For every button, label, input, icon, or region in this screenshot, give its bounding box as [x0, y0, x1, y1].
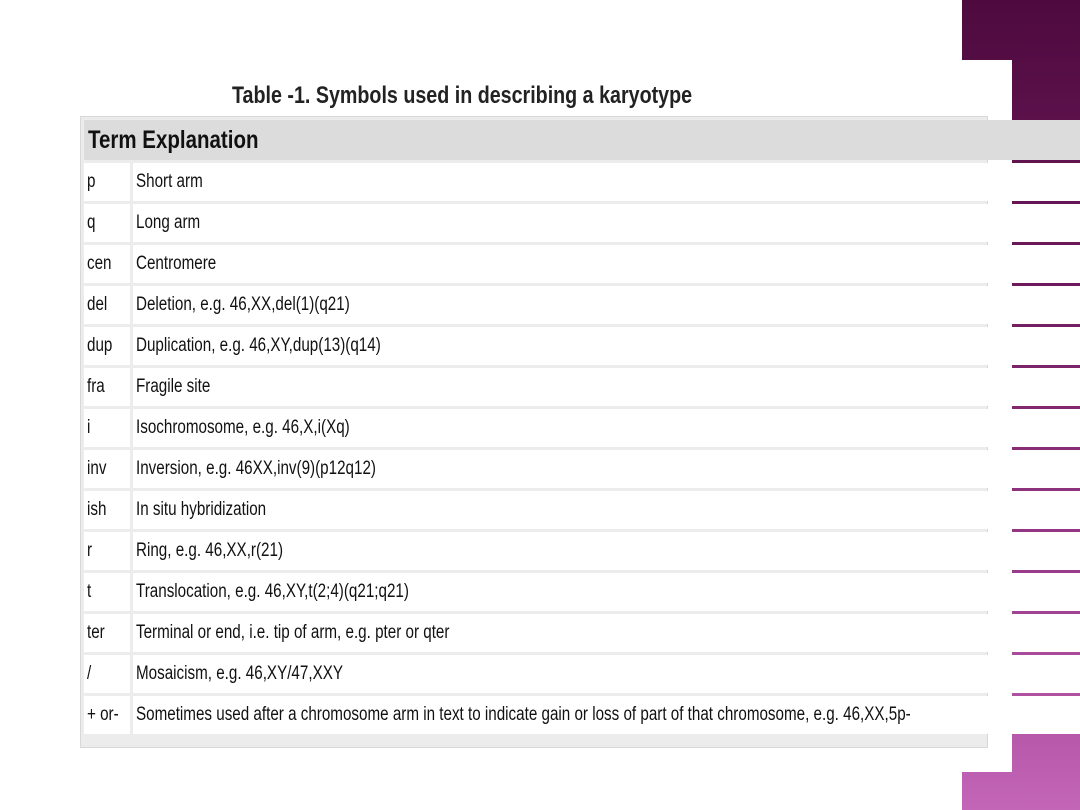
- table-header-row: [84, 120, 1080, 160]
- term-text: q: [87, 212, 96, 233]
- explanation-text: Ring, e.g. 46,XX,r(21): [135, 540, 283, 561]
- term-cell: [84, 163, 130, 201]
- explanation-text: Translocation, e.g. 46,XY,t(2;4)(q21;q21): [135, 581, 409, 602]
- explanation-cell: [133, 655, 1080, 693]
- table-row: [84, 573, 1080, 611]
- term-text: ish: [87, 499, 107, 520]
- karyotype-symbols-table: [80, 116, 988, 748]
- explanation-cell: [133, 450, 1080, 488]
- explanation-text: Long arm: [135, 212, 200, 233]
- explanation-cell: [133, 163, 1080, 201]
- term-text: + or-: [87, 704, 119, 725]
- table-row: [84, 409, 1080, 447]
- term-cell: [84, 368, 130, 406]
- table-row: [84, 491, 1080, 529]
- term-text: fra: [87, 376, 105, 397]
- table-row: [84, 286, 1080, 324]
- term-text: ter: [87, 622, 105, 643]
- term-cell: [84, 286, 130, 324]
- term-text: dup: [87, 335, 113, 356]
- term-cell: [84, 245, 130, 283]
- explanation-cell: [133, 491, 1080, 529]
- term-text: i: [87, 417, 91, 438]
- term-text: p: [87, 171, 96, 192]
- term-cell: [84, 532, 130, 570]
- table-row: [84, 327, 1080, 365]
- explanation-cell: [133, 245, 1080, 283]
- term-text: r: [87, 540, 93, 561]
- explanation-cell: [133, 204, 1080, 242]
- term-cell: [84, 204, 130, 242]
- explanation-cell: [133, 286, 1080, 324]
- explanation-text: Centromere: [135, 253, 216, 274]
- table-row: [84, 532, 1080, 570]
- explanation-cell: [133, 327, 1080, 365]
- term-cell: [84, 409, 130, 447]
- term-text: cen: [87, 253, 112, 274]
- term-text: inv: [87, 458, 107, 479]
- explanation-text: Fragile site: [135, 376, 210, 397]
- explanation-text: Short arm: [135, 171, 203, 192]
- table-row: [84, 204, 1080, 242]
- term-text: t: [87, 581, 92, 602]
- explanation-cell: [133, 368, 1080, 406]
- table-row: [84, 614, 1080, 652]
- table-row: [84, 696, 1080, 734]
- explanation-text: Deletion, e.g. 46,XX,del(1)(q21): [135, 294, 350, 315]
- term-cell: [84, 450, 130, 488]
- explanation-text: Isochromosome, e.g. 46,X,i(Xq): [135, 417, 350, 438]
- table-row: [84, 245, 1080, 283]
- table-row: [84, 163, 1080, 201]
- explanation-cell: [133, 614, 1080, 652]
- explanation-text: Sometimes used after a chromosome arm in text to indicate gain or loss of part of that chromosome, e.g. 46,XX,5p-: [135, 704, 911, 725]
- explanation-cell: [133, 409, 1080, 447]
- table-row: [84, 450, 1080, 488]
- explanation-text: Mosaicism, e.g. 46,XY/47,XXY: [135, 663, 343, 684]
- table-row: [84, 368, 1080, 406]
- term-cell: [84, 696, 130, 734]
- table-row: [84, 655, 1080, 693]
- term-text: del: [87, 294, 108, 315]
- term-text: /: [87, 663, 92, 684]
- table-body: [84, 163, 1080, 734]
- header-cell: [84, 120, 1080, 160]
- explanation-text: Duplication, e.g. 46,XY,dup(13)(q14): [135, 335, 381, 356]
- term-cell: [84, 573, 130, 611]
- term-cell: [84, 327, 130, 365]
- explanation-text: Inversion, e.g. 46XX,inv(9)(p12q12): [135, 458, 376, 479]
- explanation-cell: [133, 532, 1080, 570]
- header-text: Term Explanation: [88, 125, 259, 154]
- explanation-text: In situ hybridization: [135, 499, 266, 520]
- term-cell: [84, 614, 130, 652]
- explanation-cell: [133, 573, 1080, 611]
- term-cell: [84, 655, 130, 693]
- symbols-table: [81, 117, 1080, 737]
- explanation-text: Terminal or end, i.e. tip of arm, e.g. pter or qter: [135, 622, 450, 643]
- explanation-cell: [133, 696, 1080, 734]
- term-cell: [84, 491, 130, 529]
- table-title: Table -1. Symbols used in describing a karyotype: [232, 82, 693, 109]
